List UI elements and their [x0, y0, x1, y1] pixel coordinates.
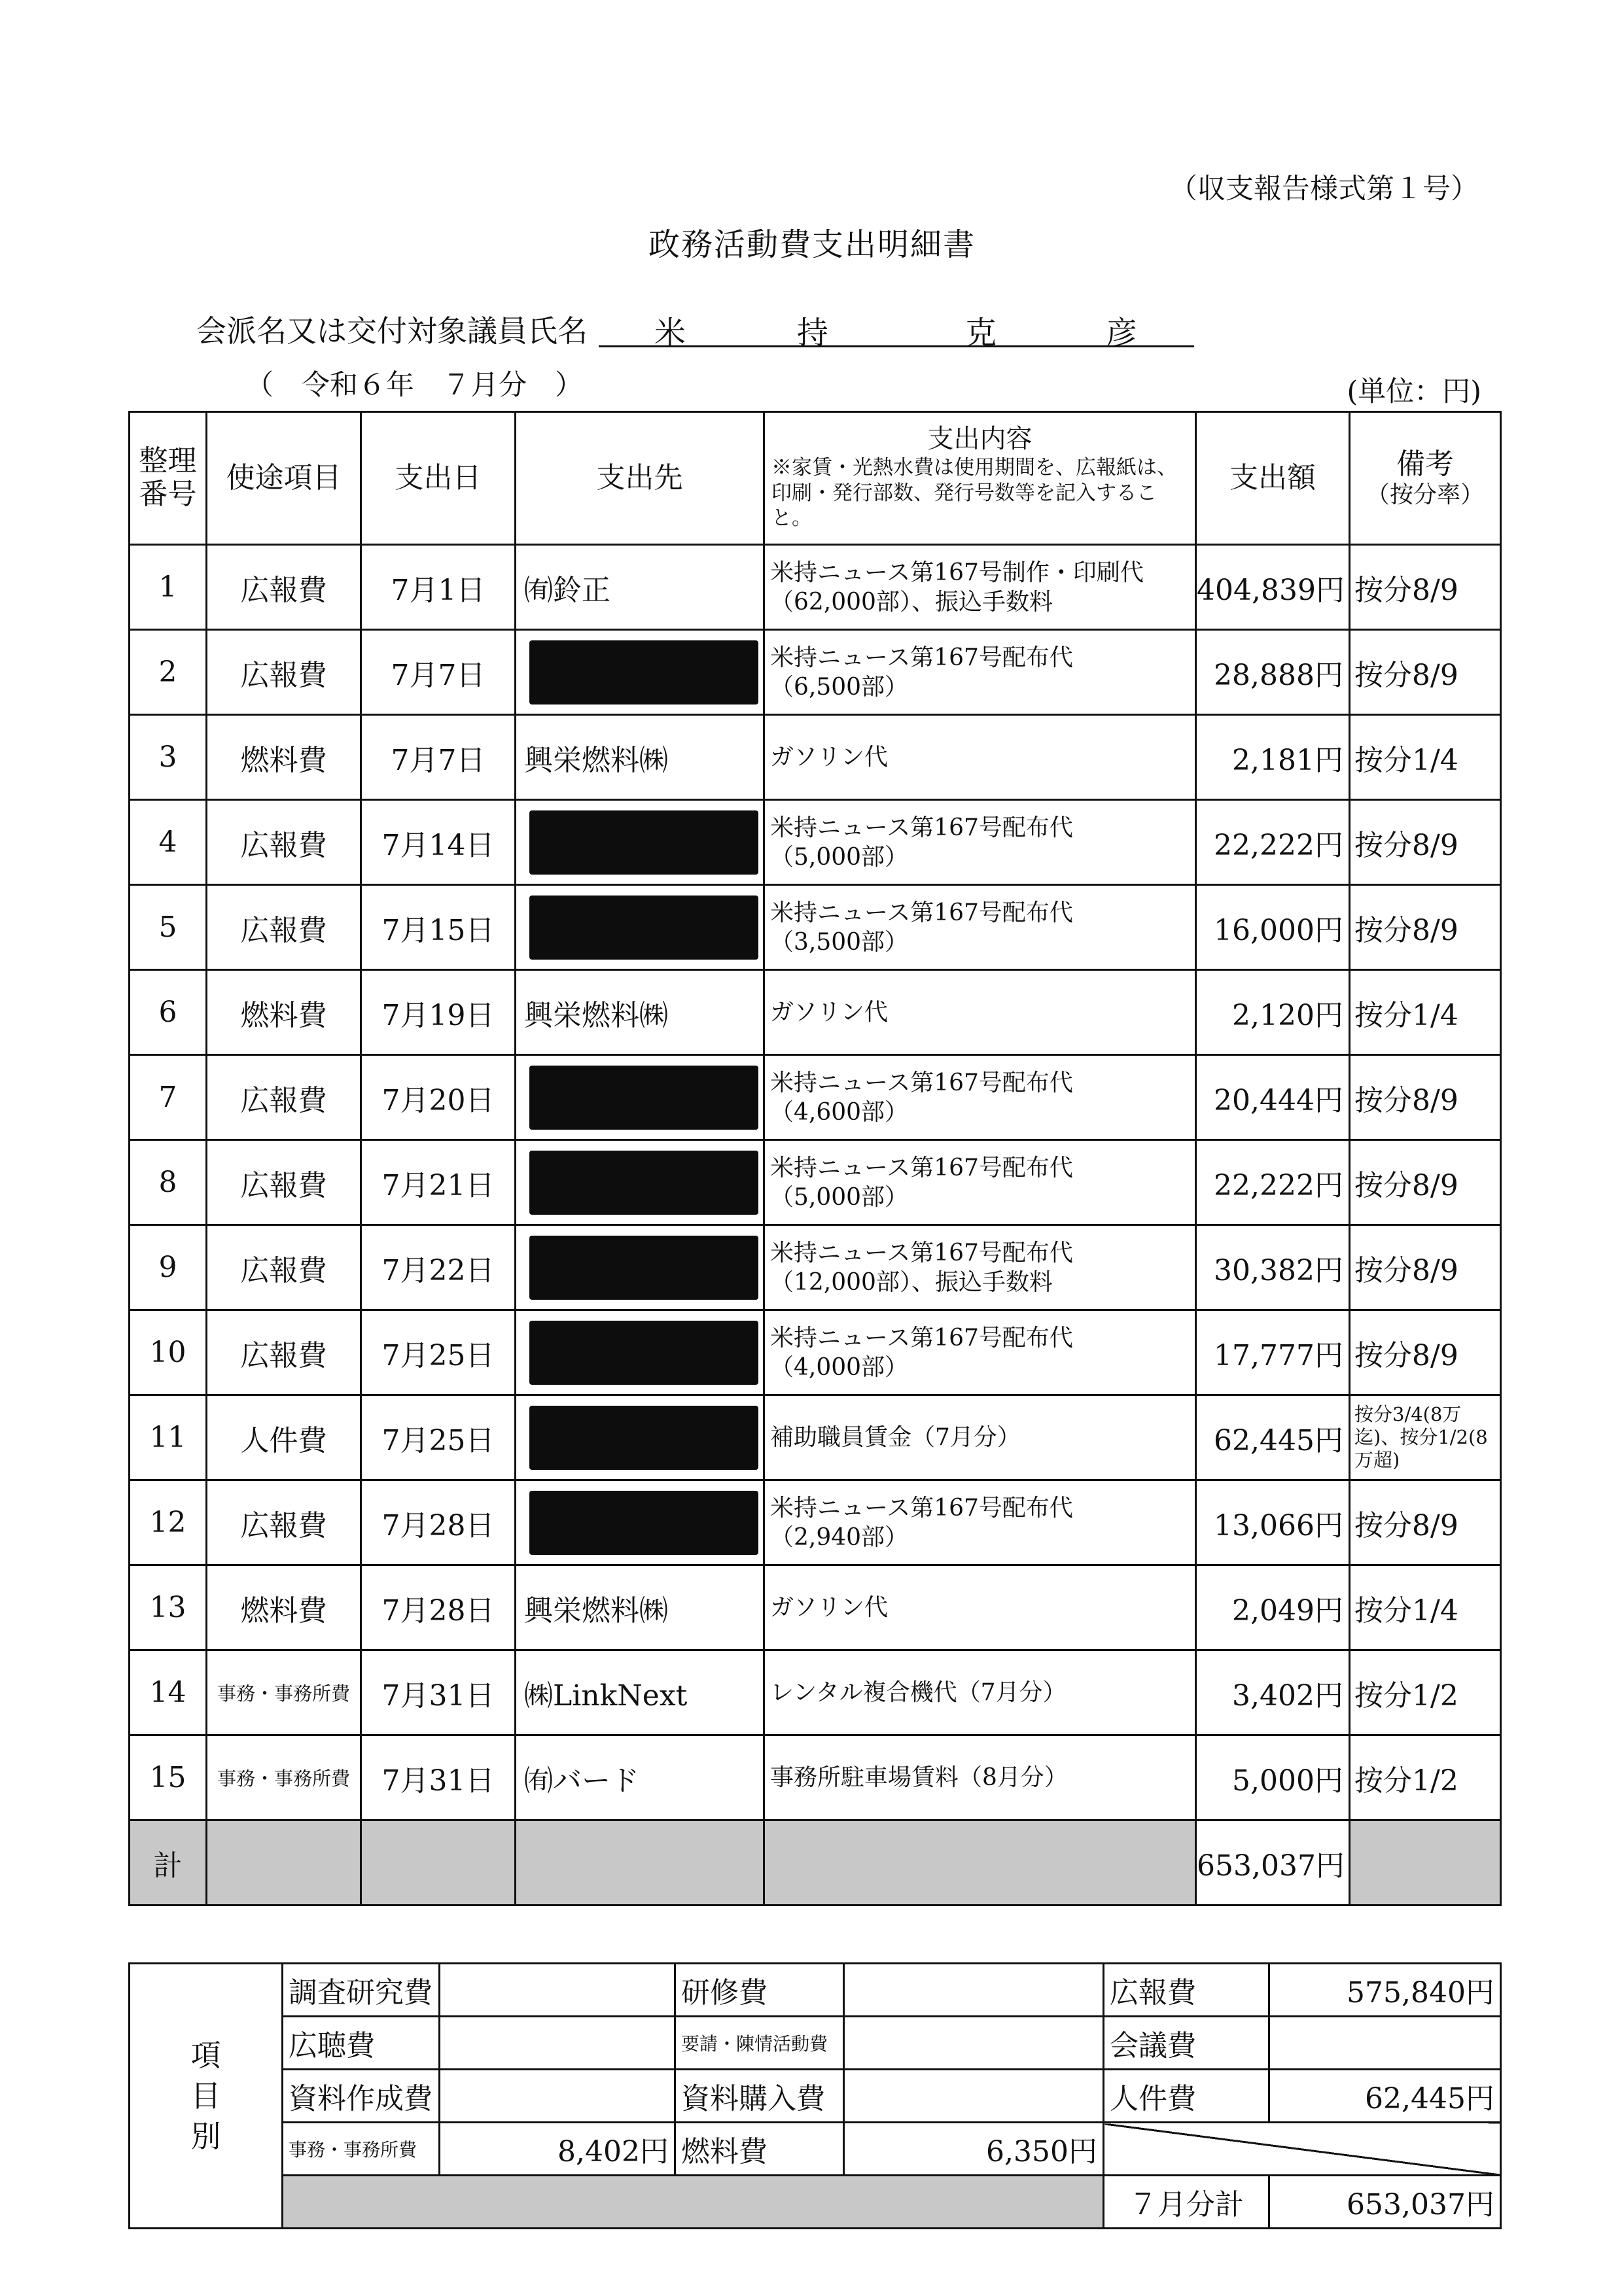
total-empty-cell: [516, 1820, 764, 1905]
document-title: 政務活動費支出明細書: [648, 226, 976, 263]
summary-row: [130, 1964, 1501, 2017]
table-row: [130, 970, 1501, 1055]
summary-total-row: [130, 2176, 1501, 2229]
summary-value-publicity: 575,840円: [1269, 1964, 1501, 2017]
row-note: 按分1/4: [1350, 1565, 1501, 1650]
row-amount: 62,445円: [1196, 1395, 1350, 1480]
row-amount: 20,444円: [1196, 1055, 1350, 1140]
header-amount: 支出額: [1196, 412, 1350, 545]
row-date: 7月28日: [361, 1480, 516, 1565]
row-date: 7月25日: [361, 1395, 516, 1480]
row-date: 7月7日: [361, 630, 516, 715]
row-date: 7月31日: [361, 1735, 516, 1820]
row-category: 広報費: [207, 1055, 361, 1140]
row-description: ガソリン代: [764, 970, 1196, 1055]
header-category: 使途項目: [207, 412, 361, 545]
row-amount: 2,120円: [1196, 970, 1350, 1055]
row-description: 米持ニュース第167号配布代 （5,000部）: [764, 1140, 1196, 1225]
redaction-block: [529, 1151, 758, 1215]
row-description: 米持ニュース第167号配布代 （3,500部）: [764, 885, 1196, 970]
row-note: 按分8/9: [1350, 1310, 1501, 1395]
row-description: レンタル複合機代（7月分）: [764, 1650, 1196, 1735]
row-note: 按分8/9: [1350, 800, 1501, 885]
row-category: 事務・事務所費: [207, 1650, 361, 1735]
summary-value-meeting: [1269, 2017, 1501, 2070]
table-row: [130, 1480, 1501, 1565]
summary-row: [130, 2123, 1501, 2176]
row-date: 7月19日: [361, 970, 516, 1055]
row-amount: 16,000円: [1196, 885, 1350, 970]
row-category: 燃料費: [207, 715, 361, 800]
total-label: 計: [130, 1820, 207, 1905]
row-payee: ㈱LinkNext: [516, 1650, 764, 1735]
row-payee: [516, 1480, 764, 1565]
row-category: 広報費: [207, 545, 361, 630]
row-amount: 2,049円: [1196, 1565, 1350, 1650]
redaction-block: [529, 1406, 758, 1470]
table-row: [130, 1565, 1501, 1650]
summary-value-research: [440, 1964, 675, 2017]
row-date: 7月7日: [361, 715, 516, 800]
total-empty-cell: [207, 1820, 361, 1905]
summary-label-fuel: 燃料費: [675, 2123, 844, 2176]
row-amount: 28,888円: [1196, 630, 1350, 715]
row-payee: 興栄燃料㈱: [516, 715, 764, 800]
summary-row-header-text: 項 目 別: [190, 2037, 221, 2155]
row-number: 12: [130, 1480, 207, 1565]
row-note: 按分3/4(8万迄)、按分1/2(8万超): [1350, 1395, 1501, 1480]
member-name-char: 米: [654, 315, 686, 351]
header-note-title: 備考: [1396, 447, 1454, 481]
row-number: 11: [130, 1395, 207, 1480]
redaction-block: [529, 1321, 758, 1385]
row-note: 按分8/9: [1350, 630, 1501, 715]
report-period: （ 令和６年 ７月分 ）: [245, 369, 583, 402]
summary-label-personnel: 人件費: [1104, 2070, 1269, 2123]
row-date: 7月22日: [361, 1225, 516, 1310]
table-row: [130, 630, 1501, 715]
summary-label-hearing: 広聴費: [283, 2017, 440, 2070]
summary-label-materials-make: 資料作成費: [283, 2070, 440, 2123]
table-row: [130, 800, 1501, 885]
table-row: [130, 1310, 1501, 1395]
row-note: 按分1/2: [1350, 1650, 1501, 1735]
row-number: 15: [130, 1735, 207, 1820]
row-description: 事務所駐車場賃料（8月分）: [764, 1735, 1196, 1820]
row-number: 3: [130, 715, 207, 800]
redaction-block: [529, 1066, 758, 1130]
table-row: [130, 1140, 1501, 1225]
header-date: 支出日: [361, 412, 516, 545]
header-description-note: ※家賃・光熱水費は使用期間を、広報紙は、印刷・発行部数、発行号数等を記入すること。: [771, 455, 1177, 531]
summary-value-materials-buy: [844, 2070, 1104, 2123]
row-note: 按分1/4: [1350, 715, 1501, 800]
table-row: [130, 1650, 1501, 1735]
summary-diagonal-cell: [1104, 2123, 1501, 2176]
row-number: 14: [130, 1650, 207, 1735]
expenditure-table: [128, 411, 1502, 1906]
row-date: 7月15日: [361, 885, 516, 970]
row-category: 広報費: [207, 800, 361, 885]
row-category: 燃料費: [207, 970, 361, 1055]
summary-value-training: [844, 1964, 1104, 2017]
summary-value-personnel: 62,445円: [1269, 2070, 1501, 2123]
row-number: 6: [130, 970, 207, 1055]
row-note: 按分8/9: [1350, 545, 1501, 630]
summary-row: [130, 2070, 1501, 2123]
row-payee: ㈲鈴正: [516, 545, 764, 630]
table-row: [130, 1735, 1501, 1820]
header-payee: 支出先: [516, 412, 764, 545]
row-description: ガソリン代: [764, 715, 1196, 800]
total-empty-cell: [1350, 1820, 1501, 1905]
row-category: 人件費: [207, 1395, 361, 1480]
header-no: [130, 412, 207, 545]
row-category: 広報費: [207, 885, 361, 970]
row-description: 米持ニュース第167号配布代 （6,500部）: [764, 630, 1196, 715]
summary-value-petition: [844, 2017, 1104, 2070]
row-amount: 22,222円: [1196, 800, 1350, 885]
row-note: 按分1/4: [1350, 970, 1501, 1055]
row-number: 2: [130, 630, 207, 715]
row-number: 9: [130, 1225, 207, 1310]
category-summary-table: [128, 1962, 1502, 2229]
row-payee: [516, 1310, 764, 1395]
unit-label: (単位：円): [1347, 375, 1481, 408]
total-amount: 653,037円: [1196, 1820, 1350, 1905]
total-row: [130, 1820, 1501, 1905]
row-date: 7月14日: [361, 800, 516, 885]
redaction-block: [529, 1236, 758, 1300]
table-row: [130, 545, 1501, 630]
header-description-title: 支出内容: [927, 423, 1033, 454]
row-description: 米持ニュース第167号配布代 （4,600部）: [764, 1055, 1196, 1140]
summary-month-total-label: ７月分計: [1104, 2176, 1269, 2229]
row-number: 1: [130, 545, 207, 630]
header-description: [764, 412, 1196, 545]
summary-label-petition: 要請・陳情活動費: [675, 2017, 844, 2070]
row-amount: 13,066円: [1196, 1480, 1350, 1565]
row-note: 按分8/9: [1350, 1480, 1501, 1565]
summary-value-materials-make: [440, 2070, 675, 2123]
row-note: 按分8/9: [1350, 885, 1501, 970]
header-note: [1350, 412, 1501, 545]
summary-value-office: 8,402円: [440, 2123, 675, 2176]
member-name-underline: [599, 345, 1194, 347]
total-empty-cell: [764, 1820, 1196, 1905]
row-category: 広報費: [207, 1225, 361, 1310]
summary-value-hearing: [440, 2017, 675, 2070]
row-payee: [516, 1055, 764, 1140]
row-category: 事務・事務所費: [207, 1735, 361, 1820]
summary-label-training: 研修費: [675, 1964, 844, 2017]
row-category: 広報費: [207, 630, 361, 715]
table-row: [130, 715, 1501, 800]
row-number: 7: [130, 1055, 207, 1140]
row-category: 燃料費: [207, 1565, 361, 1650]
row-note: 按分8/9: [1350, 1055, 1501, 1140]
header-no-label: 整理 番号: [139, 444, 197, 511]
row-amount: 30,382円: [1196, 1225, 1350, 1310]
row-note: 按分8/9: [1350, 1140, 1501, 1225]
row-description: ガソリン代: [764, 1565, 1196, 1650]
row-description: 米持ニュース第167号配布代 （12,000部）、振込手数料: [764, 1225, 1196, 1310]
redaction-block: [529, 896, 758, 960]
row-amount: 3,402円: [1196, 1650, 1350, 1735]
row-payee: [516, 1225, 764, 1310]
header-note-sub: （按分率）: [1366, 481, 1484, 508]
summary-row-header: [130, 1964, 283, 2229]
table-row: [130, 885, 1501, 970]
table-row: [130, 1395, 1501, 1480]
summary-label-materials-buy: 資料購入費: [675, 2070, 844, 2123]
summary-label-publicity: 広報費: [1104, 1964, 1269, 2017]
row-number: 8: [130, 1140, 207, 1225]
row-amount: 404,839円: [1196, 545, 1350, 630]
row-payee: [516, 1395, 764, 1480]
row-payee: [516, 885, 764, 970]
row-date: 7月20日: [361, 1055, 516, 1140]
row-number: 5: [130, 885, 207, 970]
summary-month-total-value: 653,037円: [1269, 2176, 1501, 2229]
row-number: 13: [130, 1565, 207, 1650]
row-payee: 興栄燃料㈱: [516, 970, 764, 1055]
member-name-char: 克: [965, 315, 997, 351]
row-category: 広報費: [207, 1310, 361, 1395]
row-payee: [516, 1140, 764, 1225]
table-header-row: [130, 412, 1501, 545]
row-payee: ㈲バード: [516, 1735, 764, 1820]
summary-label-office: 事務・事務所費: [283, 2123, 440, 2176]
row-amount: 22,222円: [1196, 1140, 1350, 1225]
row-payee: [516, 630, 764, 715]
total-empty-cell: [361, 1820, 516, 1905]
row-description: 米持ニュース第167号配布代 （5,000部）: [764, 800, 1196, 885]
row-note: 按分1/2: [1350, 1735, 1501, 1820]
row-amount: 17,777円: [1196, 1310, 1350, 1395]
table-row: [130, 1055, 1501, 1140]
row-amount: 2,181円: [1196, 715, 1350, 800]
summary-shaded-cell: [283, 2176, 1104, 2229]
summary-value-fuel: 6,350円: [844, 2123, 1104, 2176]
row-amount: 5,000円: [1196, 1735, 1350, 1820]
row-note: 按分8/9: [1350, 1225, 1501, 1310]
row-number: 10: [130, 1310, 207, 1395]
row-date: 7月1日: [361, 545, 516, 630]
summary-label-meeting: 会議費: [1104, 2017, 1269, 2070]
row-description: 米持ニュース第167号配布代 （2,940部）: [764, 1480, 1196, 1565]
redaction-block: [529, 640, 758, 704]
row-category: 広報費: [207, 1480, 361, 1565]
row-date: 7月21日: [361, 1140, 516, 1225]
row-date: 7月28日: [361, 1565, 516, 1650]
member-name-char: 持: [797, 315, 829, 351]
member-name-char: 彦: [1106, 315, 1138, 351]
table-row: [130, 1225, 1501, 1310]
redaction-block: [529, 1491, 758, 1555]
form-number: （収支報告様式第１号）: [1169, 173, 1479, 205]
row-date: 7月31日: [361, 1650, 516, 1735]
row-description: 補助職員賃金（7月分）: [764, 1395, 1196, 1480]
summary-label-research: 調査研究費: [283, 1964, 440, 2017]
member-name-label: 会派名又は交付対象議員氏名: [196, 313, 588, 349]
summary-row: [130, 2017, 1501, 2070]
redaction-block: [529, 810, 758, 875]
row-category: 広報費: [207, 1140, 361, 1225]
row-number: 4: [130, 800, 207, 885]
row-description: 米持ニュース第167号配布代 （4,000部）: [764, 1310, 1196, 1395]
row-description: 米持ニュース第167号制作・印刷代 （62,000部）、振込手数料: [764, 545, 1196, 630]
row-date: 7月25日: [361, 1310, 516, 1395]
row-payee: [516, 800, 764, 885]
row-payee: 興栄燃料㈱: [516, 1565, 764, 1650]
